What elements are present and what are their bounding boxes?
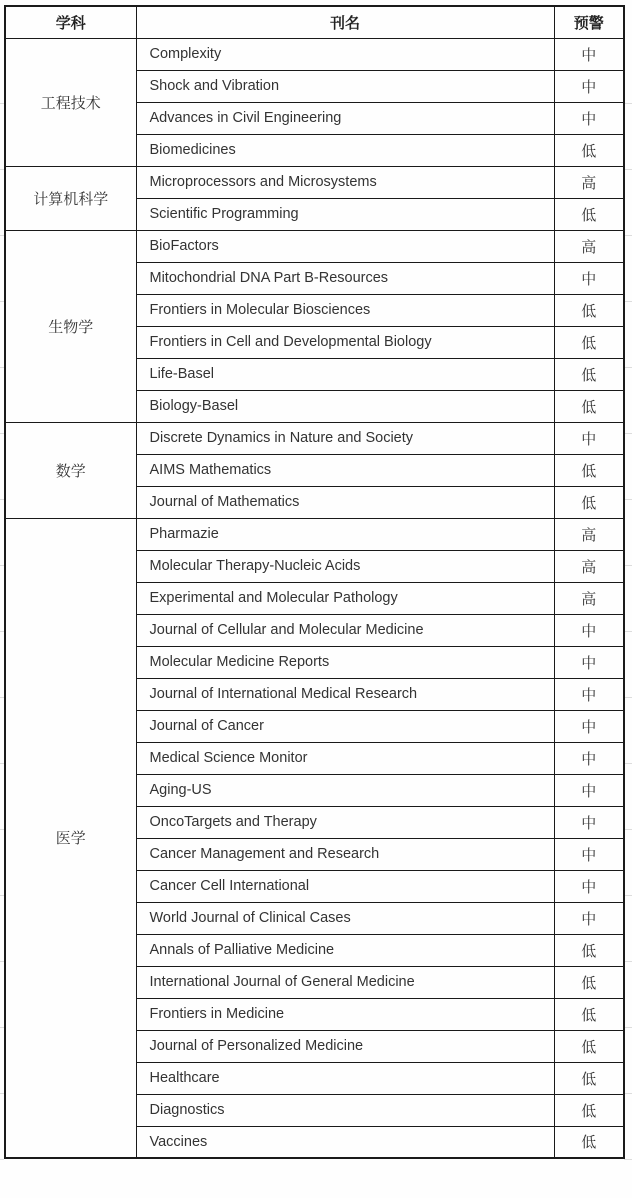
warning-level-cell: 低 bbox=[554, 1126, 624, 1158]
journal-name-cell: Scientific Programming bbox=[136, 198, 554, 230]
journal-name-cell: Biomedicines bbox=[136, 134, 554, 166]
warning-level-cell: 中 bbox=[554, 678, 624, 710]
header-row bbox=[5, 6, 624, 38]
warning-level-cell: 低 bbox=[554, 934, 624, 966]
warning-level-cell: 中 bbox=[554, 710, 624, 742]
journal-table-body bbox=[5, 38, 624, 1158]
journal-name-cell: Healthcare bbox=[136, 1062, 554, 1094]
warning-level-cell: 低 bbox=[554, 198, 624, 230]
warning-level-cell: 低 bbox=[554, 134, 624, 166]
journal-name-cell: Shock and Vibration bbox=[136, 70, 554, 102]
warning-level-cell: 低 bbox=[554, 390, 624, 422]
journal-name-cell: Mitochondrial DNA Part B-Resources bbox=[136, 262, 554, 294]
warning-level-cell: 中 bbox=[554, 870, 624, 902]
journal-name-cell: Journal of Cancer bbox=[136, 710, 554, 742]
journal-name-cell: Cancer Management and Research bbox=[136, 838, 554, 870]
journal-name-cell: Molecular Therapy-Nucleic Acids bbox=[136, 550, 554, 582]
warning-level-cell: 中 bbox=[554, 902, 624, 934]
warning-level-cell: 高 bbox=[554, 550, 624, 582]
journal-name-cell: OncoTargets and Therapy bbox=[136, 806, 554, 838]
journal-name-cell: Molecular Medicine Reports bbox=[136, 646, 554, 678]
warning-level-cell: 中 bbox=[554, 422, 624, 454]
warning-level-cell: 中 bbox=[554, 70, 624, 102]
journal-name-cell: Medical Science Monitor bbox=[136, 742, 554, 774]
warning-level-cell: 低 bbox=[554, 1094, 624, 1126]
warning-level-cell: 低 bbox=[554, 486, 624, 518]
journal-name-cell: Journal of International Medical Research bbox=[136, 678, 554, 710]
journal-name-cell: Discrete Dynamics in Nature and Society bbox=[136, 422, 554, 454]
header-subject: 学科 bbox=[5, 6, 136, 38]
warning-level-cell: 中 bbox=[554, 38, 624, 70]
journal-warning-table bbox=[4, 5, 625, 1159]
journal-name-cell: Experimental and Molecular Pathology bbox=[136, 582, 554, 614]
warning-level-cell: 低 bbox=[554, 358, 624, 390]
warning-level-cell: 高 bbox=[554, 230, 624, 262]
gridline-artifact-right bbox=[624, 38, 632, 1194]
journal-name-cell: Vaccines bbox=[136, 1126, 554, 1158]
journal-name-cell: Pharmazie bbox=[136, 518, 554, 550]
table-row bbox=[5, 166, 624, 198]
subject-cell: 医学 bbox=[5, 518, 136, 1158]
table-row bbox=[5, 518, 624, 550]
warning-level-cell: 高 bbox=[554, 582, 624, 614]
warning-level-cell: 中 bbox=[554, 742, 624, 774]
warning-level-cell: 高 bbox=[554, 518, 624, 550]
journal-name-cell: Diagnostics bbox=[136, 1094, 554, 1126]
warning-level-cell: 高 bbox=[554, 166, 624, 198]
journal-name-cell: Cancer Cell International bbox=[136, 870, 554, 902]
journal-name-cell: Frontiers in Molecular Biosciences bbox=[136, 294, 554, 326]
warning-level-cell: 低 bbox=[554, 1062, 624, 1094]
warning-level-cell: 低 bbox=[554, 1030, 624, 1062]
journal-name-cell: Frontiers in Medicine bbox=[136, 998, 554, 1030]
warning-level-cell: 低 bbox=[554, 998, 624, 1030]
table-row bbox=[5, 38, 624, 70]
journal-name-cell: BioFactors bbox=[136, 230, 554, 262]
header-journal-name: 刊名 bbox=[136, 6, 554, 38]
journal-name-cell: Complexity bbox=[136, 38, 554, 70]
subject-cell: 计算机科学 bbox=[5, 166, 136, 230]
journal-name-cell: Advances in Civil Engineering bbox=[136, 102, 554, 134]
journal-name-cell: Biology-Basel bbox=[136, 390, 554, 422]
warning-level-cell: 中 bbox=[554, 838, 624, 870]
warning-level-cell: 中 bbox=[554, 774, 624, 806]
journal-name-cell: Life-Basel bbox=[136, 358, 554, 390]
warning-level-cell: 低 bbox=[554, 294, 624, 326]
table-row bbox=[5, 230, 624, 262]
journal-name-cell: AIMS Mathematics bbox=[136, 454, 554, 486]
warning-level-cell: 低 bbox=[554, 454, 624, 486]
journal-name-cell: Aging-US bbox=[136, 774, 554, 806]
journal-name-cell: Annals of Palliative Medicine bbox=[136, 934, 554, 966]
subject-cell: 工程技术 bbox=[5, 38, 136, 166]
journal-name-cell: World Journal of Clinical Cases bbox=[136, 902, 554, 934]
journal-name-cell: Frontiers in Cell and Developmental Biology bbox=[136, 326, 554, 358]
journal-name-cell: Journal of Mathematics bbox=[136, 486, 554, 518]
journal-name-cell: Journal of Personalized Medicine bbox=[136, 1030, 554, 1062]
subject-cell: 数学 bbox=[5, 422, 136, 518]
journal-name-cell: Journal of Cellular and Molecular Medicine bbox=[136, 614, 554, 646]
journal-name-cell: Microprocessors and Microsystems bbox=[136, 166, 554, 198]
warning-level-cell: 中 bbox=[554, 614, 624, 646]
header-warning-level: 预警 bbox=[554, 6, 624, 38]
warning-level-cell: 中 bbox=[554, 646, 624, 678]
warning-level-cell: 低 bbox=[554, 966, 624, 998]
warning-level-cell: 中 bbox=[554, 262, 624, 294]
warning-level-cell: 低 bbox=[554, 326, 624, 358]
journal-name-cell: International Journal of General Medicine bbox=[136, 966, 554, 998]
table-row bbox=[5, 422, 624, 454]
warning-level-cell: 中 bbox=[554, 806, 624, 838]
subject-cell: 生物学 bbox=[5, 230, 136, 422]
warning-level-cell: 中 bbox=[554, 102, 624, 134]
